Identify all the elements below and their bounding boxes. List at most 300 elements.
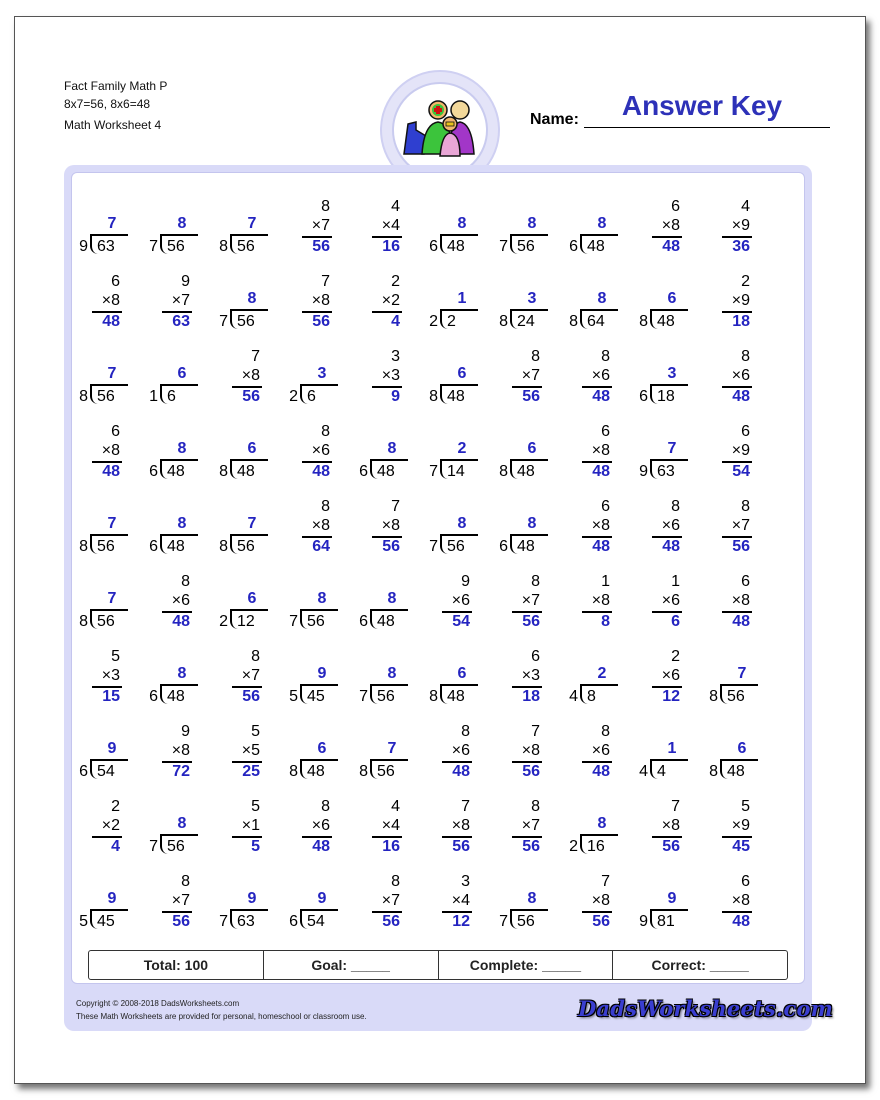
product-answer: 56 xyxy=(312,313,330,330)
division-problem xyxy=(344,648,414,723)
multiplier: ×6 xyxy=(591,742,610,759)
product-answer: 9 xyxy=(391,388,400,405)
quotient-answer: 7 xyxy=(107,590,117,607)
worksheet-number: Math Worksheet 4 xyxy=(64,118,162,132)
multiplication-problem xyxy=(274,273,344,348)
division-problem xyxy=(344,573,414,648)
divisor: 2 xyxy=(219,613,228,630)
dividend: 12 xyxy=(237,613,255,630)
multiplier: ×8 xyxy=(591,442,610,459)
quotient-answer: 8 xyxy=(177,440,187,457)
divisor: 1 xyxy=(149,388,158,405)
multiplicand: 5 xyxy=(741,798,750,815)
division-problem xyxy=(274,723,344,798)
multiplication-problem xyxy=(554,723,624,798)
quotient-answer: 6 xyxy=(457,365,467,382)
dividend: 8 xyxy=(587,688,596,705)
quotient-answer: 8 xyxy=(527,890,537,907)
quotient-answer: 9 xyxy=(317,890,327,907)
quotient-answer: 8 xyxy=(597,290,607,307)
product-answer: 56 xyxy=(452,838,470,855)
worksheet-title: Fact Family Math P xyxy=(64,79,168,93)
quotient-answer: 1 xyxy=(667,740,677,757)
division-problem xyxy=(134,648,204,723)
dividend: 14 xyxy=(447,463,465,480)
product-answer: 48 xyxy=(592,538,610,555)
quotient-answer: 3 xyxy=(527,290,537,307)
multiplier: ×9 xyxy=(731,442,750,459)
dividend: 48 xyxy=(447,388,465,405)
name-field[interactable] xyxy=(584,127,830,128)
multiplicand: 7 xyxy=(601,873,610,890)
divisor: 6 xyxy=(149,688,158,705)
multiplier: ×4 xyxy=(381,817,400,834)
division-problem xyxy=(414,498,484,573)
multiplier: ×8 xyxy=(241,367,260,384)
product-answer: 72 xyxy=(172,763,190,780)
multiplier: ×8 xyxy=(661,217,680,234)
multiplicand: 7 xyxy=(461,798,470,815)
product-answer: 56 xyxy=(732,538,750,555)
dividend: 56 xyxy=(377,688,395,705)
product-answer: 54 xyxy=(452,613,470,630)
multiplication-problem xyxy=(624,498,694,573)
divisor: 8 xyxy=(219,238,228,255)
product-answer: 4 xyxy=(391,313,400,330)
division-problem xyxy=(484,198,554,273)
dividend: 56 xyxy=(237,538,255,555)
goal-cell[interactable]: Goal: _____ xyxy=(264,951,439,979)
multiplier: ×7 xyxy=(731,517,750,534)
multiplicand: 4 xyxy=(741,198,750,215)
quotient-answer: 8 xyxy=(387,440,397,457)
multiplication-problem xyxy=(694,498,764,573)
division-problem xyxy=(134,198,204,273)
multiplicand: 2 xyxy=(671,648,680,665)
usage-note: These Math Worksheets are provided for personal, homeschool or classroom use. xyxy=(76,1012,367,1021)
multiplicand: 2 xyxy=(111,798,120,815)
multiplicand: 8 xyxy=(461,723,470,740)
divisor: 6 xyxy=(499,538,508,555)
multiplicand: 8 xyxy=(321,798,330,815)
multiplicand: 6 xyxy=(111,273,120,290)
multiplier: ×7 xyxy=(171,892,190,909)
product-answer: 48 xyxy=(312,463,330,480)
quotient-answer: 6 xyxy=(247,590,257,607)
multiplicand: 9 xyxy=(181,273,190,290)
division-problem xyxy=(484,498,554,573)
division-problem xyxy=(134,423,204,498)
dividend: 56 xyxy=(167,238,185,255)
multiplier: ×7 xyxy=(311,217,330,234)
multiplicand: 3 xyxy=(461,873,470,890)
product-answer: 56 xyxy=(172,913,190,930)
multiplication-problem xyxy=(694,873,764,948)
multiplier: ×6 xyxy=(451,592,470,609)
divisor: 8 xyxy=(569,313,578,330)
product-answer: 48 xyxy=(172,613,190,630)
multiplier: ×7 xyxy=(521,817,540,834)
dividend: 56 xyxy=(517,913,535,930)
product-answer: 48 xyxy=(592,463,610,480)
divisor: 8 xyxy=(219,538,228,555)
quotient-answer: 6 xyxy=(527,440,537,457)
product-answer: 56 xyxy=(522,388,540,405)
dividend: 56 xyxy=(727,688,745,705)
multiplier: ×6 xyxy=(311,442,330,459)
multiplication-problem xyxy=(274,423,344,498)
multiplier: ×9 xyxy=(731,817,750,834)
divisor: 6 xyxy=(289,913,298,930)
division-problem xyxy=(484,423,554,498)
multiplicand: 1 xyxy=(601,573,610,590)
division-problem xyxy=(414,348,484,423)
dividend: 56 xyxy=(377,763,395,780)
multiplier: ×8 xyxy=(591,892,610,909)
divisor: 8 xyxy=(289,763,298,780)
multiplier: ×2 xyxy=(381,292,400,309)
division-problem xyxy=(624,723,694,798)
divisor: 8 xyxy=(429,688,438,705)
multiplier: ×3 xyxy=(381,367,400,384)
multiplication-problem xyxy=(344,273,414,348)
division-problem xyxy=(554,273,624,348)
multiplicand: 8 xyxy=(531,348,540,365)
multiplier: ×7 xyxy=(381,892,400,909)
division-problem xyxy=(694,723,764,798)
quotient-answer: 8 xyxy=(387,665,397,682)
multiplicand: 8 xyxy=(181,573,190,590)
division-problem xyxy=(134,498,204,573)
division-problem xyxy=(344,723,414,798)
product-answer: 56 xyxy=(522,838,540,855)
dividend: 48 xyxy=(167,688,185,705)
dividend: 63 xyxy=(97,238,115,255)
divisor: 6 xyxy=(149,463,158,480)
product-answer: 5 xyxy=(251,838,260,855)
product-answer: 56 xyxy=(242,688,260,705)
divisor: 6 xyxy=(639,388,648,405)
dividend: 56 xyxy=(237,313,255,330)
multiplication-problem xyxy=(134,723,204,798)
divisor: 7 xyxy=(429,538,438,555)
multiplication-problem xyxy=(134,273,204,348)
division-problem xyxy=(204,198,274,273)
multiplication-problem xyxy=(134,573,204,648)
multiplier: ×9 xyxy=(731,217,750,234)
quotient-answer: 8 xyxy=(247,290,257,307)
multiplicand: 7 xyxy=(321,273,330,290)
division-problem xyxy=(134,348,204,423)
multiplicand: 8 xyxy=(321,423,330,440)
multiplication-problem xyxy=(274,498,344,573)
multiplication-problem xyxy=(204,648,274,723)
quotient-answer: 7 xyxy=(387,740,397,757)
quotient-answer: 8 xyxy=(457,215,467,232)
divisor: 8 xyxy=(429,388,438,405)
divisor: 4 xyxy=(569,688,578,705)
quotient-answer: 7 xyxy=(667,440,677,457)
dividend: 48 xyxy=(517,463,535,480)
multiplicand: 6 xyxy=(111,423,120,440)
multiplicand: 7 xyxy=(671,798,680,815)
quotient-answer: 6 xyxy=(457,665,467,682)
division-problem xyxy=(204,873,274,948)
dividend: 54 xyxy=(97,763,115,780)
product-answer: 63 xyxy=(172,313,190,330)
product-answer: 48 xyxy=(592,763,610,780)
multiplication-problem xyxy=(484,573,554,648)
multiplicand: 4 xyxy=(391,198,400,215)
multiplicand: 2 xyxy=(391,273,400,290)
multiplication-problem xyxy=(694,798,764,873)
division-problem xyxy=(204,498,274,573)
multiplication-problem xyxy=(694,573,764,648)
dividend: 56 xyxy=(447,538,465,555)
division-problem xyxy=(484,873,554,948)
division-problem xyxy=(274,348,344,423)
multiplicand: 8 xyxy=(741,348,750,365)
multiplicand: 7 xyxy=(391,498,400,515)
divisor: 6 xyxy=(429,238,438,255)
dividend: 56 xyxy=(237,238,255,255)
product-answer: 12 xyxy=(452,913,470,930)
multiplication-problem xyxy=(344,498,414,573)
multiplicand: 8 xyxy=(321,198,330,215)
product-answer: 48 xyxy=(592,388,610,405)
dividend: 63 xyxy=(657,463,675,480)
quotient-answer: 8 xyxy=(177,215,187,232)
dividend: 18 xyxy=(657,388,675,405)
copyright-line: Copyright © 2008-2018 DadsWorksheets.com xyxy=(76,999,240,1008)
quotient-answer: 2 xyxy=(597,665,607,682)
multiplication-problem xyxy=(554,873,624,948)
dividend: 6 xyxy=(307,388,316,405)
divisor: 8 xyxy=(79,388,88,405)
multiplier: ×8 xyxy=(451,817,470,834)
divisor: 8 xyxy=(639,313,648,330)
multiplier: ×8 xyxy=(101,292,120,309)
product-answer: 56 xyxy=(382,913,400,930)
multiplicand: 6 xyxy=(671,198,680,215)
multiplier: ×8 xyxy=(311,292,330,309)
multiplication-problem xyxy=(64,648,134,723)
division-problem xyxy=(344,423,414,498)
quotient-answer: 8 xyxy=(527,215,537,232)
multiplicand: 6 xyxy=(741,423,750,440)
divisor: 7 xyxy=(219,913,228,930)
divisor: 6 xyxy=(569,238,578,255)
brand-logo[interactable]: DadsWorksheets.com xyxy=(578,996,834,1021)
multiplier: ×6 xyxy=(661,517,680,534)
quotient-answer: 8 xyxy=(527,515,537,532)
multiplicand: 8 xyxy=(601,723,610,740)
product-answer: 56 xyxy=(382,538,400,555)
divisor: 6 xyxy=(359,613,368,630)
division-problem xyxy=(204,273,274,348)
product-answer: 36 xyxy=(732,238,750,255)
quotient-answer: 8 xyxy=(177,665,187,682)
quotient-answer: 6 xyxy=(247,440,257,457)
divisor: 7 xyxy=(149,838,158,855)
quotient-answer: 6 xyxy=(667,290,677,307)
multiplier: ×8 xyxy=(731,592,750,609)
quotient-answer: 9 xyxy=(107,890,117,907)
divisor: 6 xyxy=(359,463,368,480)
multiplier: ×6 xyxy=(591,367,610,384)
product-answer: 54 xyxy=(732,463,750,480)
division-problem xyxy=(274,573,344,648)
multiplication-problem xyxy=(554,573,624,648)
multiplier: ×9 xyxy=(731,292,750,309)
multiplication-problem xyxy=(204,798,274,873)
multiplicand: 9 xyxy=(461,573,470,590)
multiplicand: 8 xyxy=(671,498,680,515)
quotient-answer: 9 xyxy=(107,740,117,757)
multiplier: ×1 xyxy=(241,817,260,834)
multiplication-problem xyxy=(624,198,694,273)
division-problem xyxy=(134,798,204,873)
multiplication-problem xyxy=(204,723,274,798)
multiplier: ×8 xyxy=(731,892,750,909)
dividend: 48 xyxy=(167,538,185,555)
dividend: 48 xyxy=(657,313,675,330)
division-problem xyxy=(204,423,274,498)
divisor: 7 xyxy=(499,238,508,255)
quotient-answer: 8 xyxy=(457,515,467,532)
dividend: 48 xyxy=(447,688,465,705)
product-answer: 8 xyxy=(601,613,610,630)
multiplicand: 8 xyxy=(391,873,400,890)
divisor: 8 xyxy=(499,313,508,330)
multiplicand: 6 xyxy=(531,648,540,665)
product-answer: 48 xyxy=(732,613,750,630)
quotient-answer: 8 xyxy=(177,515,187,532)
multiplier: ×4 xyxy=(381,217,400,234)
product-answer: 48 xyxy=(452,763,470,780)
multiplication-problem xyxy=(624,648,694,723)
divisor: 8 xyxy=(499,463,508,480)
worksheet-facts: 8x7=56, 8x6=48 xyxy=(64,97,151,111)
name-label: Name: xyxy=(530,111,579,128)
dividend: 56 xyxy=(307,613,325,630)
product-answer: 48 xyxy=(732,388,750,405)
multiplication-problem xyxy=(484,348,554,423)
product-answer: 48 xyxy=(102,463,120,480)
score-bar xyxy=(88,950,788,980)
multiplication-problem xyxy=(624,798,694,873)
multiplier: ×2 xyxy=(101,817,120,834)
multiplication-problem xyxy=(414,573,484,648)
multiplicand: 8 xyxy=(531,573,540,590)
dividend: 48 xyxy=(307,763,325,780)
product-answer: 48 xyxy=(662,238,680,255)
divisor: 8 xyxy=(79,613,88,630)
multiplication-problem xyxy=(344,198,414,273)
division-problem xyxy=(204,573,274,648)
product-answer: 48 xyxy=(312,838,330,855)
multiplicand: 2 xyxy=(741,273,750,290)
divisor: 8 xyxy=(709,688,718,705)
division-problem xyxy=(64,198,134,273)
division-problem xyxy=(274,648,344,723)
product-answer: 56 xyxy=(242,388,260,405)
quotient-answer: 7 xyxy=(107,215,117,232)
dividend: 48 xyxy=(447,238,465,255)
division-problem xyxy=(64,873,134,948)
divisor: 7 xyxy=(289,613,298,630)
complete-cell[interactable]: Complete: _____ xyxy=(439,951,614,979)
multiplier: ×6 xyxy=(661,667,680,684)
divisor: 9 xyxy=(639,463,648,480)
multiplication-problem xyxy=(204,348,274,423)
multiplication-problem xyxy=(694,198,764,273)
divisor: 2 xyxy=(569,838,578,855)
multiplier: ×8 xyxy=(591,517,610,534)
product-answer: 16 xyxy=(382,838,400,855)
quotient-answer: 8 xyxy=(317,590,327,607)
product-answer: 56 xyxy=(312,238,330,255)
division-problem xyxy=(554,798,624,873)
division-problem xyxy=(624,348,694,423)
dividend: 48 xyxy=(517,538,535,555)
multiplication-problem xyxy=(64,423,134,498)
multiplication-problem xyxy=(344,873,414,948)
divisor: 7 xyxy=(219,313,228,330)
multiplier: ×5 xyxy=(241,742,260,759)
product-answer: 12 xyxy=(662,688,680,705)
multiplication-problem xyxy=(274,198,344,273)
multiplier: ×8 xyxy=(591,592,610,609)
quotient-answer: 3 xyxy=(667,365,677,382)
division-problem xyxy=(624,423,694,498)
product-answer: 56 xyxy=(522,763,540,780)
multiplier: ×4 xyxy=(451,892,470,909)
multiplicand: 4 xyxy=(391,798,400,815)
multiplicand: 8 xyxy=(181,873,190,890)
dividend: 45 xyxy=(97,913,115,930)
multiplication-problem xyxy=(344,348,414,423)
dividend: 48 xyxy=(167,463,185,480)
multiplication-problem xyxy=(134,873,204,948)
quotient-answer: 6 xyxy=(317,740,327,757)
multiplicand: 7 xyxy=(531,723,540,740)
correct-cell[interactable]: Correct: _____ xyxy=(651,957,749,973)
dividend: 48 xyxy=(587,238,605,255)
multiplication-problem xyxy=(414,723,484,798)
division-problem xyxy=(624,273,694,348)
quotient-answer: 9 xyxy=(247,890,257,907)
multiplier: ×8 xyxy=(521,742,540,759)
product-answer: 16 xyxy=(382,238,400,255)
multiplicand: 6 xyxy=(741,573,750,590)
multiplication-problem xyxy=(484,648,554,723)
multiplication-problem xyxy=(554,498,624,573)
multiplication-problem xyxy=(344,798,414,873)
quotient-answer: 7 xyxy=(107,365,117,382)
divisor: 6 xyxy=(149,538,158,555)
dividend: 81 xyxy=(657,913,675,930)
divisor: 4 xyxy=(639,763,648,780)
multiplicand: 7 xyxy=(251,348,260,365)
dividend: 4 xyxy=(657,763,666,780)
quotient-answer: 8 xyxy=(597,215,607,232)
multiplication-problem xyxy=(64,273,134,348)
dividend: 16 xyxy=(587,838,605,855)
quotient-answer: 8 xyxy=(387,590,397,607)
dividend: 56 xyxy=(97,388,115,405)
division-problem xyxy=(624,873,694,948)
